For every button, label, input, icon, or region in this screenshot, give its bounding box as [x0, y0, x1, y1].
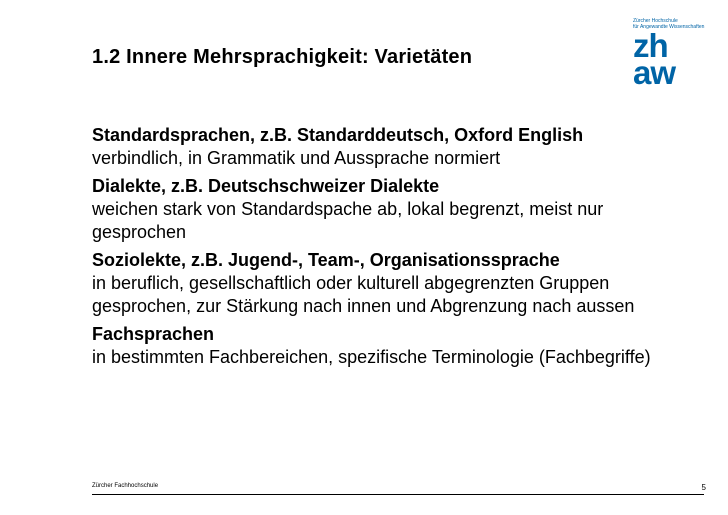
logo-caption-line1: Zürcher Hochschule: [633, 18, 678, 24]
content-list: [92, 124, 702, 374]
list-item-dialekte: [92, 175, 702, 244]
item-description: in beruflich, gesellschaftlich oder kulturell abgegrenzten Gruppen gesprochen, zur Stärkung nach innen und Abgrenzung nach aussen: [92, 273, 635, 316]
footer-institution: Zürcher Fachhochschule: [92, 483, 159, 489]
item-heading: Fachsprachen: [92, 324, 215, 344]
zhaw-logo: [633, 18, 703, 98]
item-heading: Standardsprachen, z.B. Standarddeutsch, Oxford English: [92, 125, 584, 145]
list-item-soziolekte: [92, 249, 702, 318]
footer-divider: [92, 494, 704, 495]
list-item-fachsprachen: [92, 323, 702, 369]
logo-mark: [633, 27, 676, 91]
item-description: weichen stark von Standardspache ab, lokal begrenzt, meist nur gesprochen: [92, 199, 604, 242]
logo-caption-line2: für Angewandte Wissenschaften: [633, 24, 705, 30]
logo-mark-line2: aw: [633, 54, 676, 91]
item-description: verbindlich, in Grammatik und Aussprache normiert: [92, 148, 501, 168]
item-heading: Soziolekte, z.B. Jugend-, Team-, Organisationssprache: [92, 250, 560, 270]
item-heading: Dialekte, z.B. Deutschschweizer Dialekte: [92, 176, 440, 196]
logo-mark-line1: zh: [633, 27, 668, 64]
list-item-standardsprachen: [92, 124, 702, 170]
page-number: 5: [701, 483, 706, 492]
slide-title: 1.2 Innere Mehrsprachigkeit: Varietäten: [92, 46, 473, 68]
item-description: in bestimmten Fachbereichen, spezifische Terminologie (Fachbegriffe): [92, 347, 651, 367]
